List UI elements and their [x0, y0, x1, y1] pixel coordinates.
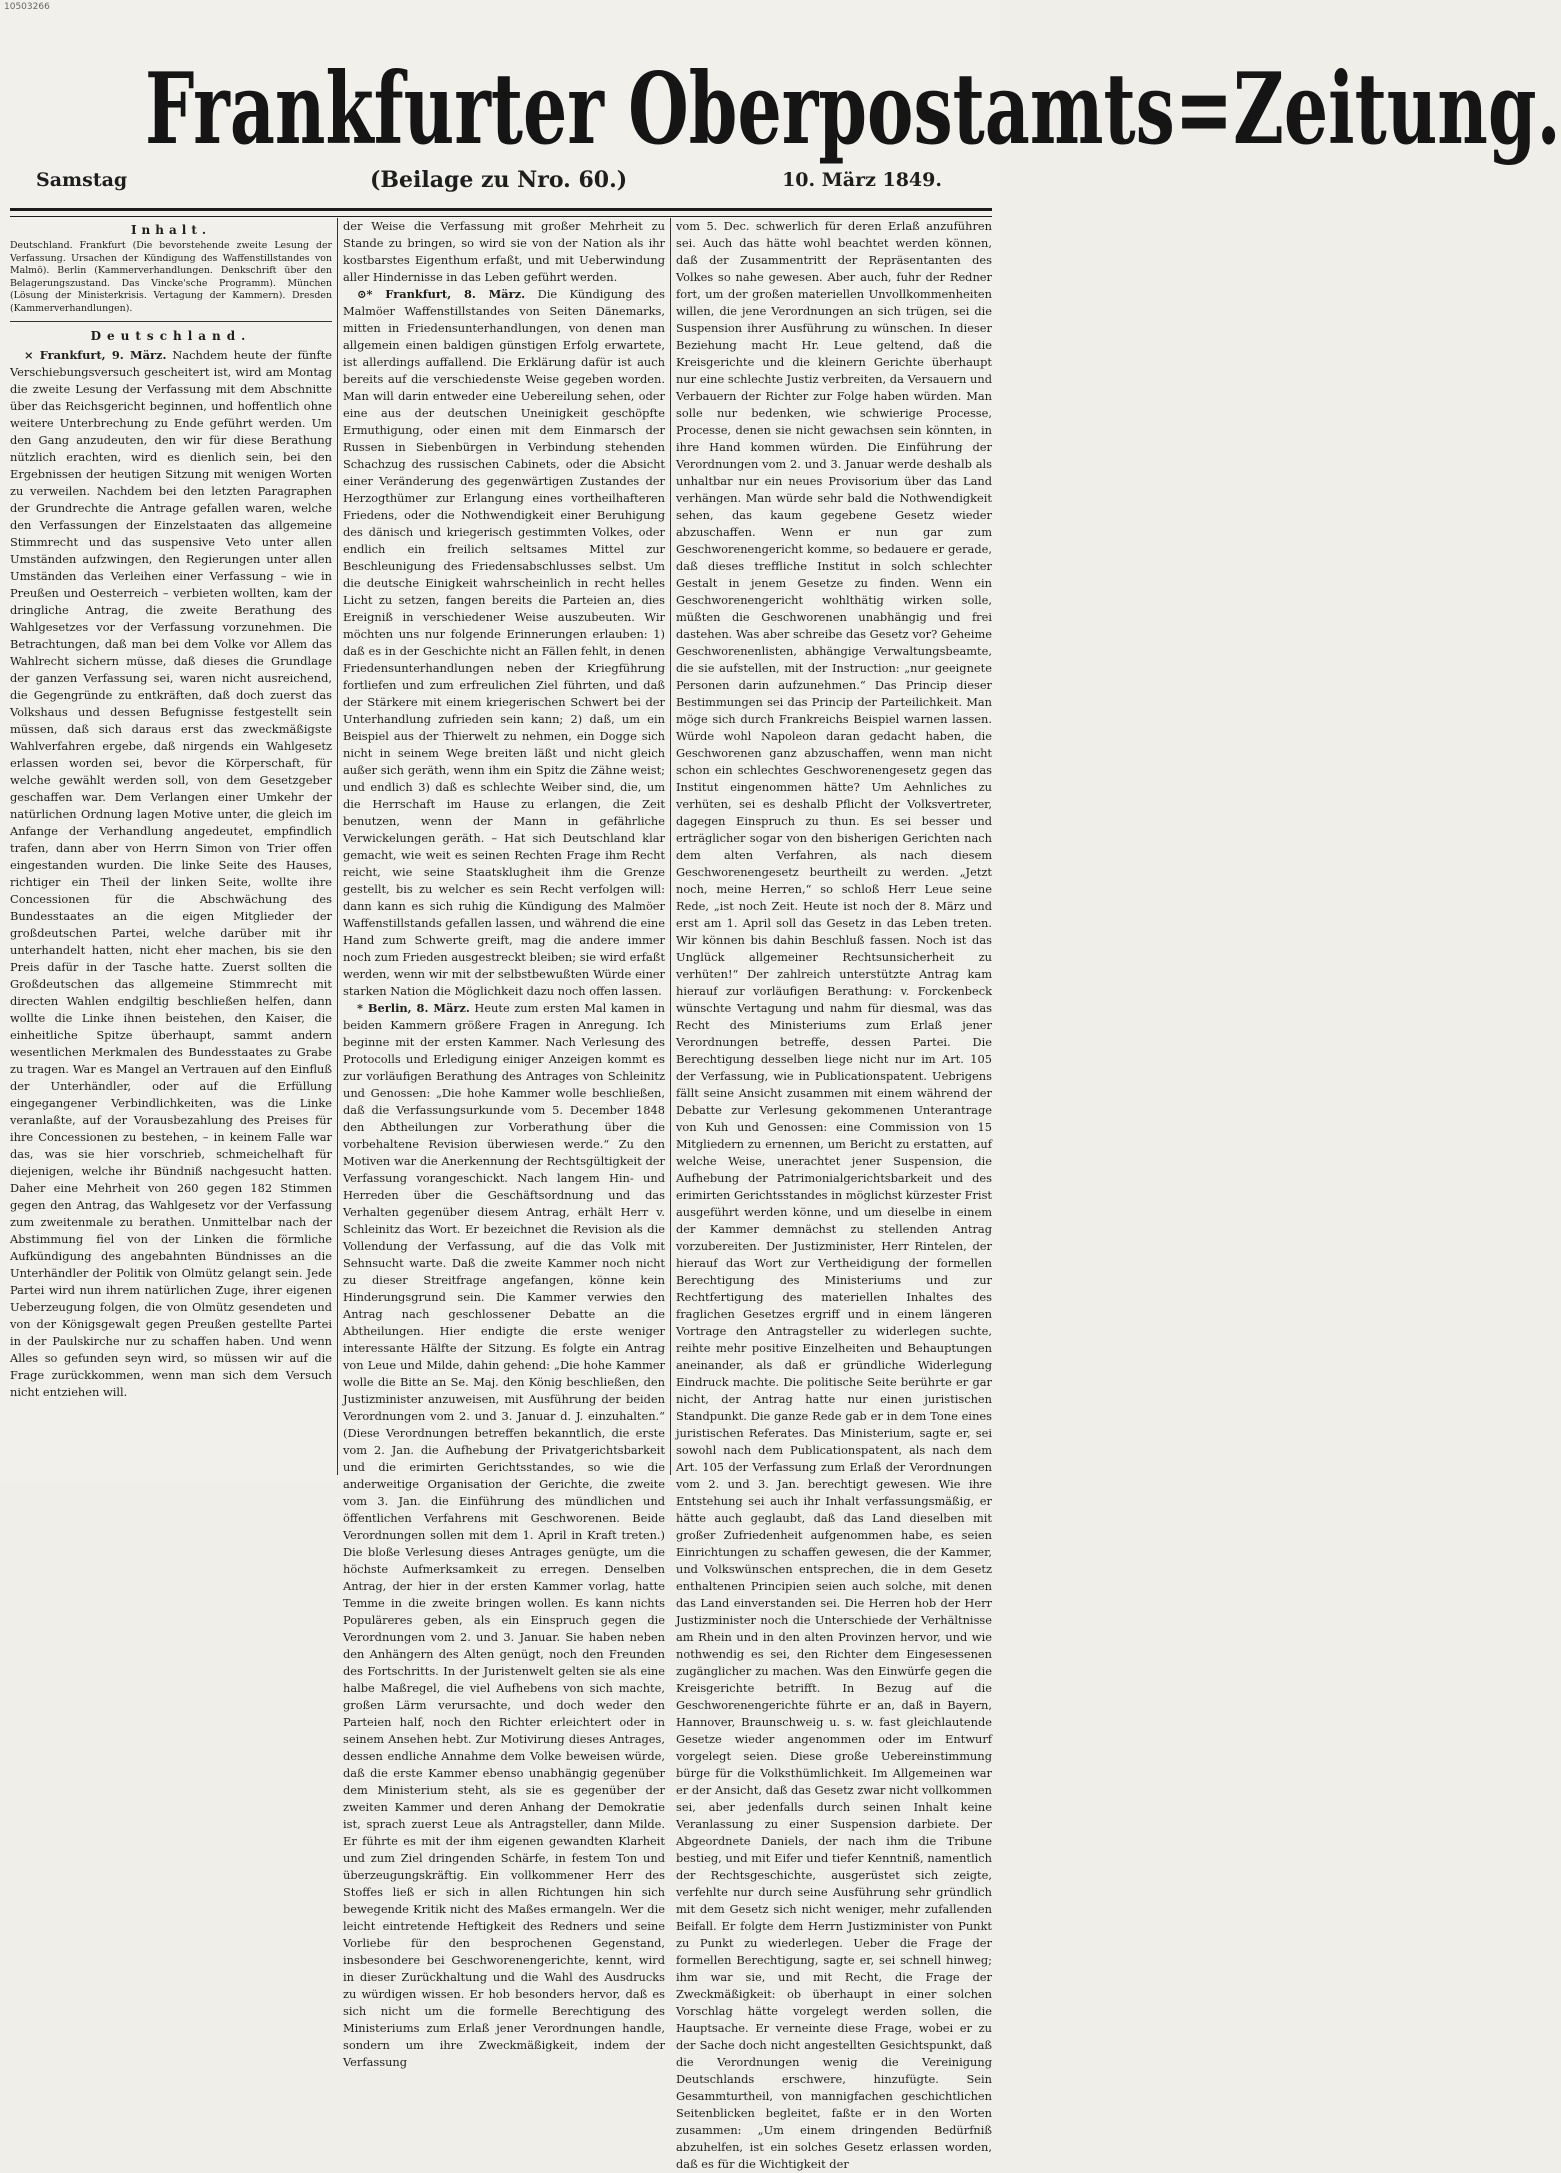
masthead-rule [10, 208, 992, 217]
toc-rule [10, 321, 332, 322]
article-dateline: * Berlin, 8. März. [357, 1001, 470, 1015]
article-paragraph [343, 1000, 665, 2071]
toc-text: Deutschland. Frankfurt (Die bevorstehende zweite Lesung der Verfassung. Ursachen der Kündigung des Waffenstillstandes von Malmö). Berlin (Kammerverhandlungen. Denkschrift über den Belagerungszustand. Das Vincke'sche Programm). München (Lösung der Ministerkrisis. Vertagung der Kammern). Dresden (Kammerverhandlungen). [10, 240, 332, 314]
article-paragraph [343, 286, 665, 1000]
article-text: Heute zum ersten Mal kamen in beiden Kammern größere Fragen in Anregung. Ich beginne mit der ersten Kammer. Nach Verlesung des Protocolls und Erledigung einiger Anzeigen kommt es zur vorläufigen Berathung des Antrages von Schleinitz und Genossen: „Die hohe Kammer wolle beschließen, daß die Verfassungsurkunde vom 5. December 1848 den Abtheilungen zur Vorberathung über die vorbehaltene Revision überwiesen werde.“ Zu den Motiven war die Anerkennung der Rechtsgültigkeit der Verfassung vorangeschickt. Nach langem Hin- und Herreden über die Geschäftsordnung und das Verhalten gegenüber diesem Antrag, erhält Herr v. Schleinitz das Wort. Er bezeichnet die Revision als die Vollendung der Verfassung, auf die das Volk mit Sehnsucht warte. Daß die zweite Kammer noch nicht zu dieser Streitfrage angefangen, könne kein Hinderungsgrund sein. Die Kammer verwies den Antrag nach geschlossener Debatte an die Abtheilungen. Hier endigte die erste weniger interessante Hälfte der Sitzung. Es folgte ein Antrag von Leue und Milde, dahin gehend: „Die hohe Kammer wolle die Bitte an Se. Maj. den König beschließen, den Justizminister anzuweisen, mit Ausführung der beiden Verordnungen vom 2. und 3. Januar d. J. einzuhalten.“ (Diese Verordnungen betreffen bekanntlich, die erste vom 2. Jan. die Aufhebung der Privatgerichtsbarkeit und die erimirten Gerichtsstandes, so wie die anderweitige Organisation der Gerichte, die zweite vom 3. Jan. die Einführung des mündlichen und öffentlichen Verfahrens mit Geschworenen. Beide Verordnungen sollen mit dem 1. April in Kraft treten.) Die bloße Verlesung dieses Antrages genügte, um die höchste Aufmerksamkeit zu erregen. Denselben Antrag, der hier in der ersten Kammer vorlag, hatte Temme in die zweite bringen wollen. Es kann nichts Populäreres geben, als ein Einspruch gegen die Verordnungen vom 2. und 3. Januar. Sie haben neben den Anhängern des Alten genügt, noch den Freunden des Fortschritts. In der Juristenwelt gelten sie als eine halbe Maßregel, die viel Aufhebens von sich machte, großen Lärm verursachte, und doch weder den Parteien half, noch den Richter erleichtert oder in seinem Ansehen hebt. Zur Motivirung dieses Antrages, dessen endliche Annahme dem Volke beweisen würde, daß die erste Kammer ebenso unabhängig gegenüber dem Ministerium steht, als sie es gegenüber der zweiten Kammer und deren Anhang der Demokratie ist, sprach zuerst Leue als Antragsteller, dann Milde. Er führte es mit der ihm eigenen gewandten Klarheit und zum Ziel dringenden Schärfe, in festem Ton und überzeugungskräftig. Ein vollkommener Herr des Stoffes ließ er sich in allen Richtungen hin sich bewegende Kritik nicht des Maßes ermangeln. Wer die leicht eintretende Heftigkeit des Redners und seine Vorliebe für den besprochenen Gegenstand, insbesondere bei Geschworenengerichte, kennt, wird in dieser Zurückhaltung und die Wahl des Ausdrucks zu würdigen wissen. Er hob besonders hervor, daß es sich nicht um die formelle Berechtigung des Ministeriums zum Erlaß jener Verordnungen handle, sondern um ihre Zweckmäßigkeit, indem der Verfassung [343, 1001, 666, 2069]
column-rule [670, 218, 671, 1475]
article-paragraph: der Weise die Verfassung mit großer Mehrheit zu Stande zu bringen, so wird sie von der Nation als ihr kostbarstes Eigenthum erfaßt, und mit Ueberwindung aller Hindernisse in das Leben geführt werden. [343, 219, 665, 284]
dateline [18, 165, 982, 195]
article-paragraph [10, 347, 332, 1401]
article-text: Die Kündigung des Malmöer Waffenstillstandes von Seiten Dänemarks, mitten in Friedensunterhandlungen, von denen man allgemein einen baldigen günstigen Erfolg erwartete, ist allerdings auffallend. Die Erklärung dafür ist auch bereits auf die verschiedenste Weise gegeben worden. Man will darin entweder eine Uebereilung sehen, oder eine aus der deutschen Uneinigkeit geschöpfte Ermuthigung, oder einen mit dem Einmarsch der Russen in Siebenbürgen in Verbindung stehenden Schachzug des russischen Cabinets, oder die Absicht einer Veränderung des gegenwärtigen Zustandes der Herzogthümer zur Erlangung eines vortheilhafteren Friedens, oder die Nothwendigkeit einer Beruhigung des dänisch und kriegerisch gestimmten Volkes, oder endlich ein freilich seltsames Mittel zur Beschleunigung des Friedensabschlusses selbst. Um die deutsche Einigkeit wahrscheinlich in recht helles Licht zu setzen, fangen bereits die Parteien an, dies Ereigniß in verschiedener Weise auszubeuten. Wir möchten uns nur folgende Erinnerungen erlauben: 1) daß es in der Geschichte nicht an Fällen fehlt, in denen Friedensunterhandlungen neben der Kriegführung fortliefen und zum erfreulichen Ziel führten, und daß der Stärkere mit einem kriegerischen Schwert bei der Unterhandlung zufrieden sein kann; 2) daß, um ein Beispiel aus der Thierwelt zu nehmen, ein Dogge sich nicht in seinem Wege breiten läßt und nicht gleich außer sich geräth, wenn ihm ein Spitz die Zähne weist; und endlich 3) daß es schlechte Weiber sind, die, um die Herrschaft im Hause zu erlangen, die Zeit benutzen, wenn der Mann in gefährliche Verwickelungen geräth. – Hat sich Deutschland klar gemacht, wie weit es seinen Rechten Frage ihm Recht reicht, wie seine Staatsklugheit ihm die Grenze gestellt, bis zu welcher es sein Recht verfolgen will: dann kann es sich ruhig die Kündigung des Malmöer Waffenstillstands gefallen lassen, und während die eine Hand zum Schwerte greift, mag die andere immer noch zum Frieden ausgestreckt bleiben; sie wird erfaßt werden, wenn wir mit der selbstbewußten Würde einer starken Nation die Möglichkeit dazu noch offen lassen. [343, 287, 665, 998]
dateline-date: 10. März 1849. [782, 169, 942, 191]
column-2 [343, 218, 666, 2069]
section-heading: Deutschland. [90, 328, 252, 343]
page-id: 10503266 [4, 2, 50, 12]
article-paragraph: vom 5. Dec. schwerlich für deren Erlaß anzuführen sei. Auch das hätte wohl beachtet werden können, daß der Zusammentritt der Repräsentanten des Volkes so nahe gewesen. Aber auch, fuhr der Redner fort, um der großen materiellen Unvollkommenheiten willen, die jene Verordnungen an sich trügen, sei die Suspension ihrer Ausführung zu wünschen. In dieser Beziehung macht Hr. Leue geltend, daß die Kreisgerichte und die kleinern Gerichte überhaupt nur eine schlechte Justiz verbreiten, da Versauern und Verbauern der Richter zur Folge haben würden. Man solle nur bedenken, wie schwierige Processe, Processe, denen sie nicht gewachsen sein könnten, in ihre Hand kommen würden. Die Einführung der Verordnungen vom 2. und 3. Januar werde deshalb als unhaltbar nur ein neues Provisorium über das Land verhängen. Man würde sehr bald die Nothwendigkeit sehen, das kaum gegebene Gesetz wieder abzuschaffen. Wenn er nun gar zum Geschworenengericht komme, so bedauere er gerade, daß dieses treffliche Institut in solch schlechter Gestalt in jenem Gesetze zu finden. Wenn ein Geschworenengericht wohlthätig wirken solle, müßten die Geschworenen unabhängig und frei dastehen. Was aber schreibe das Gesetz vor? Geheime Geschworenenlisten, abhängige Verwaltungsbeamte, die sie aufstellen, mit der Instruction: „nur geeignete Personen darin aufzunehmen.“ Das Princip dieser Bestimmungen sei das Princip der Parteilichkeit. Man möge sich durch Frankreichs Beispiel warnen lassen. Würde wohl Napoleon daran gedacht haben, die Geschworenen ganz abzuschaffen, wenn man nicht schon ein schlechtes Geschworenengesetz gegen das Institut eingenommen hätte? Um Aehnliches zu verhüten, sei es deshalb Pflicht der Volksvertreter, dagegen Einspruch zu thun. Es sei besser und erträglicher sogar von den bisherigen Gerichten nach dem alten Verfahren, als nach diesem Geschworenengesetz beurtheilt zu werden. „Jetzt noch, meine Herren,“ so schloß Herr Leue seine Rede, „ist noch Zeit. Heute ist noch der 8. März und erst am 1. April soll das Gesetz in das Leben treten. Wir können bis dahin Beschluß fassen. Noch ist das Unglück allgemeiner Rechtsunsicherheit zu verhüten!“ Der zahlreich unterstützte Antrag kam hierauf zur vorläufigen Berathung: v. Forckenbeck wünschte Vertagung und nahm für diesmal, was das Recht des Ministeriums zum Erlaß jener Verordnungen betreffe, dessen Partei. Die Berechtigung desselben liege nicht nur im Art. 105 der Verfassung, wie in Publicationspatent. Uebrigens fällt seine Ansicht zusammen mit einem während der Debatte zur Verlesung gekommenen Unterantrage von Kuh und Genossen: eine Commission von 15 Mitgliedern zu ernennen, um Bericht zu erstatten, auf welche Weise, unerachtet jener Suspension, die Aufhebung der Patrimonialgerichtsbarkeit und des erimirten Gerichtsstandes in möglichst kürzester Frist ausgeführt werden könne, und um dieselbe in einem der Kammer demnächst zu stellenden Antrag vorzubereiten. Der Justizminister, Herr Rintelen, der hierauf das Wort zur Vertheidigung der formellen Berechtigung des Ministeriums und zur Rechtfertigung des materiellen Inhaltes des fraglichen Gesetzes ergriff und in einem längeren Vortrage den Antragsteller zu widerlegen suchte, reihte mehr positive Einzelheiten und Behauptungen aneinander, als daß er gründliche Widerlegung Eindruck machte. Die politische Seite berührte er gar nicht, der Antrag hatte nur einen juristischen Standpunkt. Die ganze Rede gab er in dem Tone eines juristischen Referates. Das Ministerium, sagte er, sei sowohl nach dem Publicationspatent, als nach dem Art. 105 der Verfassung zum Erlaß der Verordnungen vom 2. und 3. Jan. berechtigt gewesen. Wie ihre Entstehung sei auch ihr Inhalt verfassungsmäßig, er hätte auch geglaubt, daß das Land dieselben mit großer Zufriedenheit aufgenommen habe, es seien Einrichtungen zu schaffen gewesen, die der Kammer, und Volkswünschen entsprechen, die in dem Gesetz enthaltenen Principien seien auch solche, mit denen das Land einverstanden sei. Die Herren hob der Herr Justizminister noch die Unterschiede der Verhältnisse am Rhein und in den alten Provinzen hervor, und wie nothwendig es sei, den Richter dem Eingesessenen zugänglicher zu machen. Was den Einwürfe gegen die Kreisgerichte betrifft. In Bezug auf die Geschworenengerichte führte er an, daß in Bayern, Hannover, Braunschweig u. s. w. fast gleichlautende Gesetze wieder angenommen oder im Entwurf vorgelegt seien. Diese große Uebereinstimmung bürge für die Volksthümlichkeit. Im Allgemeinen war er der Ansicht, daß das Gesetz zwar nicht vollkommen sei, aber jedenfalls durch seinen Inhalt keine Veranlassung zu einer Suspension darbiete. Der Abgeordnete Daniels, der nach ihm die Tribune bestieg, und mit Eifer und tiefer Kenntniß, namentlich der Rechtsgeschichte, ausgerüstet sich zeigte, verfehlte nur durch seine Ausführung sehr gründlich mit dem Gesetz sich nicht weniger, mehr zufallenden Beifall. Er folgte dem Herrn Justizminister von Punkt zu Punkt zu wiederlegen. Ueber die Frage der formellen Berechtigung, sagte er, sei schnell hinweg; ihm war sie, und mit Recht, die Frage der Zweckmäßigkeit: ob überhaupt in einer solchen Vorschlag hätte vorgelegt werden sollen, die Hauptsache. Er verneinte diese Frage, wobei er zu der Sache doch nicht angestellten Gesichtspunkt, daß die Verordnungen wenig die Vereinigung Deutschlands erschwere, hinzufügte. Sein Gesammturtheil, von mannigfachen geschichtlichen Seitenblicken begleitet, faßte er in den Worten zusammen: „Um einem dringenden Bedürfniß abzuhelfen, ist ein solches Gesetz erlassen worden, daß es für die Wichtigkeit der [676, 219, 992, 2171]
column-rule [337, 218, 338, 1475]
columns [10, 218, 992, 2171]
article-text: Nachdem heute der fünfte Verschiebungsversuch gescheitert ist, wird am Montag die zweite Lesung der Verfassung mit dem Abschnitte über das Reichsgericht beginnen, und hoffentlich ohne weitere Unterbrechung zu Ende geführt werden. Um den Gang anzudeuten, den wir für diese Berathung nützlich erachten, wird es dienlich sein, bei den Ergebnissen der heutigen Sitzung mit wenigen Worten zu verweilen. Nachdem bei den letzten Paragraphen der Grundrechte die Antrage gefallen waren, welche den Verfassungen der Einzelstaaten das allgemeine Stimmrecht und das suspensive Veto unter allen Umständen aufzwingen, den Regierungen unter allen Umständen das Verleihen einer Verfassung – wie in Preußen und Oesterreich – verbieten wollten, kam der dringliche Antrag, die zweite Berathung des Wahlgesetzes vor der Verfassung vorzunehmen. Die Betrachtungen, daß man bei dem Volke vor Allem das Wahlrecht sichern müsse, daß dieses die Grundlage der ganzen Verfassung sei, waren nicht ausreichend, die Gegengründe zu entkräften, daß doch zuerst das Volkshaus und dessen Befugnisse festgestellt sein müssen, daß sich daraus erst das zweckmäßigste Wahlverfahren ergebe, daß nirgends ein Wahlgesetz erlassen worden sei, bevor die Körperschaft, für welche gewählt werden soll, von dem Gesetzgeber geschaffen war. Dem Verlangen einer Umkehr der natürlichen Ordnung lagen Motive unter, die gleich im Anfange der Verhandlung angedeutet, empfindlich trafen, dann aber von Herrn Simon von Trier offen eingestanden wurden. Die linke Seite des Hauses, richtiger ein Theil der linken Seite, wollte ihre Concessionen für die Abschwächung des Bundesstaates an die eigen Mitglieder der großdeutschen Partei, welche darüber mit ihr unterhandelt hatten, nicht eher machen, bis sie den Preis dafür in der Tasche hatte. Zuerst sollten die Großdeutschen das allgemeine Stimmrecht mit directen Wahlen endgiltig beschließen helfen, dann wollte die Linke ihnen beistehen, den Kaiser, die einheitliche Spitze überhaupt, sammt andern wesentlichen Merkmalen des Bundesstaates zu Grabe zu tragen. War es Mangel an Vertrauen auf den Einfluß der Unterhändler, oder auf die Erfüllung eingegangener Verbindlichkeiten, was die Linke veranlaßte, auf der Vorausbezahlung des Preises für ihre Concessionen zu bestehen, – in keinem Falle war das, was sie hier vorschrieb, schmeichelhaft für diejenigen, welche ihr Bündniß nachgesucht hatten. Daher eine Mehrheit von 260 gegen 182 Stimmen gegen den Antrag, das Wahlgesetz vor der Verfassung zum zweitenmale zu berathen. Unmittelbar nach der Abstimmung fiel von der Linken die förmliche Aufkündigung des angebahnten Bündnisses an die Unterhändler der Politik von Olmütz gelangt sein. Jede Partei wird nun ihrem natürlichen Zuge, ihrer eigenen Ueberzeugung folgen, die von Olmütz gesendeten und von der Königsgewalt gegen Preußen gestellte Partei in der Paulskirche nur zu schaffen haben. Und wenn Alles so gefunden seyn wird, so müssen wir auf die Frage zurückkommen, wenn man sich dem Versuch nicht entziehen will. [10, 347, 332, 1399]
dateline-supplement: (Beilage zu Nro. 60.) [370, 167, 628, 193]
article-dateline: ⊙* Frankfurt, 8. März. [357, 287, 526, 301]
masthead [0, 52, 1561, 167]
column-3 [676, 218, 992, 2171]
toc-heading: Inhalt. [130, 223, 212, 237]
masthead-title: Frankfurter Oberpostamts=Zeitung. [145, 52, 1561, 167]
article-dateline: × Frankfurt, 9. März. [24, 347, 167, 362]
dateline-day: Samstag [36, 169, 128, 191]
column-1 [10, 218, 332, 1475]
